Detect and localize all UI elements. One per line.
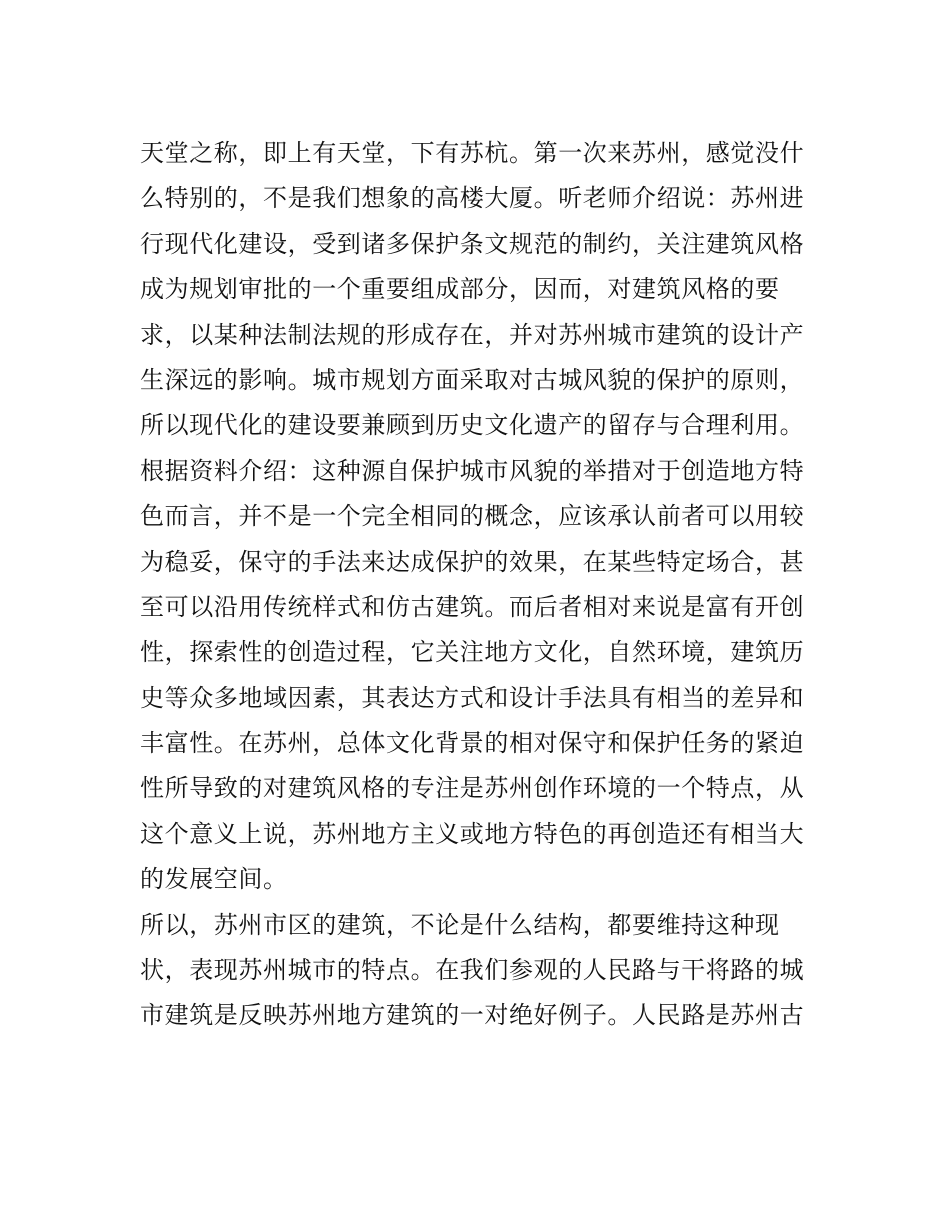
text-line: 根据资料介绍：这种源自保护城市风貌的举措对于创造地方特 (140, 456, 805, 485)
text-line: 这个意义上说，苏州地方主义或地方特色的再创造还有相当大 (140, 819, 805, 848)
text-line: 性所导致的对建筑风格的专注是苏州创作环境的一个特点，从 (140, 774, 805, 803)
text-line: 行现代化建设，受到诸多保护条文规范的制约，关注建筑风格 (140, 229, 805, 258)
text-line: 为稳妥，保守的手法来达成保护的效果，在某些特定场合，甚 (140, 547, 805, 576)
text-line: 所以现代化的建设要兼顾到历史文化遗产的留存与合理利用。 (140, 411, 805, 440)
text-line: 市建筑是反映苏州地方建筑的一对绝好例子。人民路是苏州古 (140, 1001, 805, 1030)
body-text (140, 131, 830, 1039)
text-line: 色而言，并不是一个完全相同的概念，应该承认前者可以用较 (140, 502, 805, 531)
text-line: 生深远的影响。城市规划方面采取对古城风貌的保护的原则， (140, 365, 805, 394)
text-line: 至可以沿用传统样式和仿古建筑。而后者相对来说是富有开创 (140, 592, 805, 621)
text-line: 的发展空间。 (140, 865, 288, 894)
text-line: 性，探索性的创造过程，它关注地方文化，自然环境，建筑历 (140, 638, 805, 667)
text-line: 天堂之称，即上有天堂，下有苏杭。第一次来苏州，感觉没什 (140, 139, 805, 167)
text-line: 成为规划审批的一个重要组成部分，因而，对建筑风格的要 (140, 275, 780, 304)
text-line: 丰富性。在苏州，总体文化背景的相对保守和保护任务的紧迫 (140, 729, 805, 758)
text-line: 状，表现苏州城市的特点。在我们参观的人民路与干将路的城 (140, 956, 805, 985)
text-line: 么特别的，不是我们想象的高楼大厦。听老师介绍说：苏州进 (140, 184, 805, 213)
text-line: 史等众多地域因素，其表达方式和设计手法具有相当的差异和 (140, 683, 805, 712)
text-line: 所以，苏州市区的建筑，不论是什么结构，都要维持这种现 (140, 910, 780, 939)
text-line: 求，以某种法制法规的形成存在，并对苏州城市建筑的设计产 (140, 320, 805, 349)
